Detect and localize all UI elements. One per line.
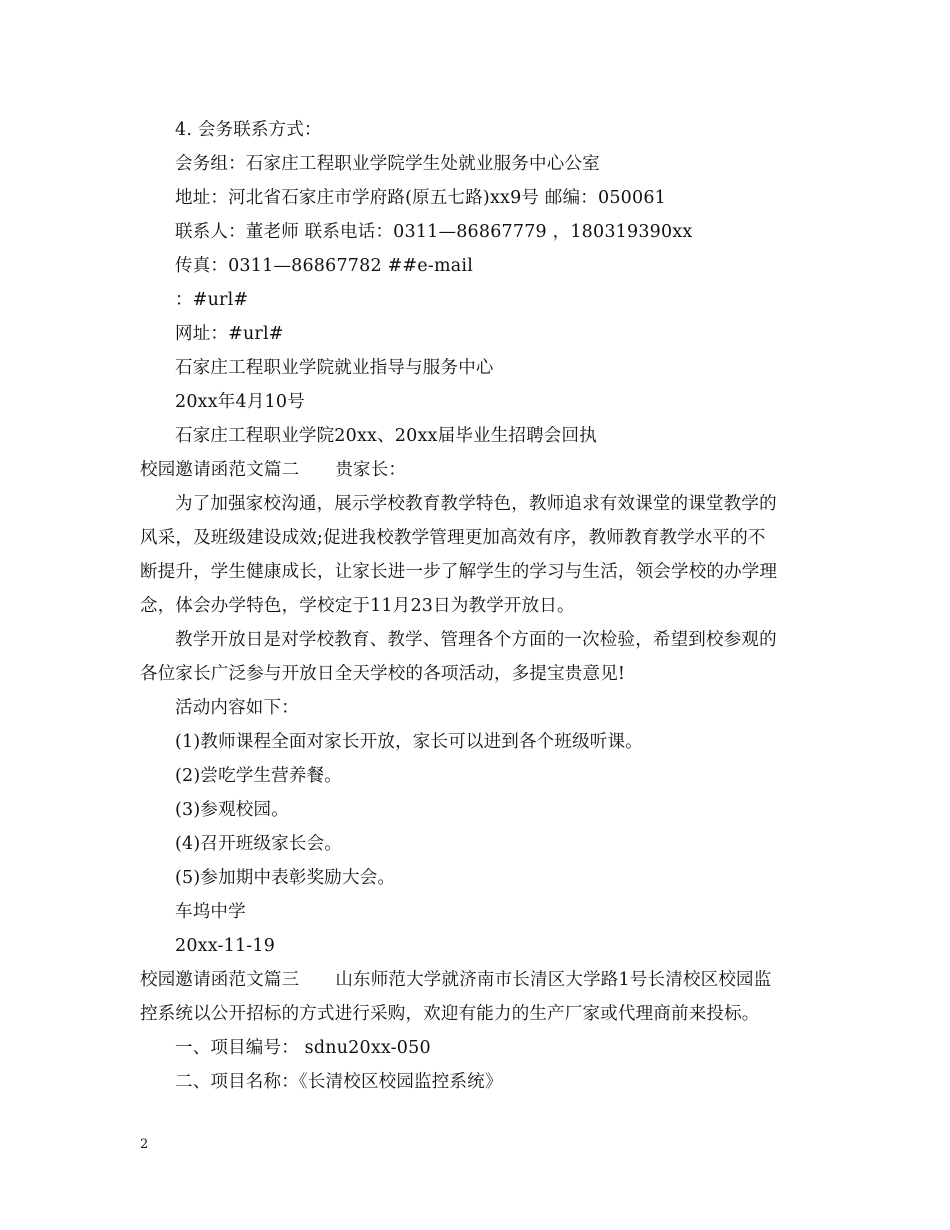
activity-item: (1)教师课程全面对家长开放，家长可以进到各个班级听课。 (175, 732, 643, 752)
signature-date: 20xx-11-19 (175, 936, 276, 956)
activities-title: 活动内容如下： (175, 698, 299, 718)
contact-website: 网址：#url# (175, 324, 284, 344)
section2-greeting: 贵家长： (335, 460, 407, 480)
para1-line4: 念，体会办学特色，学校定于11月23日为教学开放日。 (140, 596, 575, 616)
para1-line1: 为了加强家校沟通，展示学校教育教学特色，教师追求有效课堂的课堂教学的 (175, 494, 777, 514)
project-number: 一、项目编号： sdnu20xx-050 (175, 1038, 431, 1058)
section3-heading: 校园邀请函范文篇三 (140, 970, 300, 990)
section3-heading-line (140, 963, 820, 997)
contact-email: ：#url# (175, 290, 249, 310)
contact-office: 会务组：石家庄工程职业学院学生处就业服务中心公室 (175, 154, 600, 174)
page-number: 2 (140, 1137, 149, 1152)
para1-line3: 断提升，学生健康成长，让家长进一步了解学生的学习与生活，领会学校的办学理 (140, 562, 778, 582)
para2-line2: 各位家长广泛参与开放日全天学校的各项活动，多提宝贵意见! (140, 664, 626, 684)
contact-person: 联系人：董老师 联系电话：0311—86867779 ，180319390xx (175, 222, 693, 242)
section2-heading-line (140, 453, 820, 487)
activity-item: (3)参观校园。 (175, 800, 289, 820)
section2-heading: 校园邀请函范文篇二 (140, 460, 300, 480)
para2-line1: 教学开放日是对学校教育、教学、管理各个方面的一次检验，希望到校参观的 (175, 630, 777, 650)
para1-line2: 风采，及班级建设成效;促进我校教学管理更加高效有序，教师教育教学水平的不 (140, 528, 766, 548)
issuer-name: 石家庄工程职业学院就业指导与服务中心 (175, 358, 494, 378)
school-signature: 车坞中学 (175, 902, 246, 922)
contact-fax: 传真：0311—86867782 ##e-mail (175, 256, 473, 276)
activity-item: (5)参加期中表彰奖励大会。 (175, 868, 396, 888)
contact-address: 地址：河北省石家庄市学府路(原五七路)xx9号 邮编：050061 (175, 188, 666, 208)
issue-date: 20xx年4月10号 (175, 392, 305, 412)
project-name: 二、项目名称：《长清校区校园监控系统》 (175, 1072, 503, 1092)
receipt-title: 石家庄工程职业学院20xx、20xx届毕业生招聘会回执 (175, 426, 597, 446)
contact-heading: 4. 会务联系方式： (175, 120, 322, 140)
section3-text-second: 控系统以公开招标的方式进行采购，欢迎有能力的生产厂家或代理商前来投标。 (140, 1004, 760, 1024)
activity-item: (2)尝吃学生营养餐。 (175, 766, 342, 786)
activity-item: (4)召开班级家长会。 (175, 834, 342, 854)
section3-text-first: 山东师范大学就济南市长清区大学路1号长清校区校园监 (335, 970, 772, 990)
